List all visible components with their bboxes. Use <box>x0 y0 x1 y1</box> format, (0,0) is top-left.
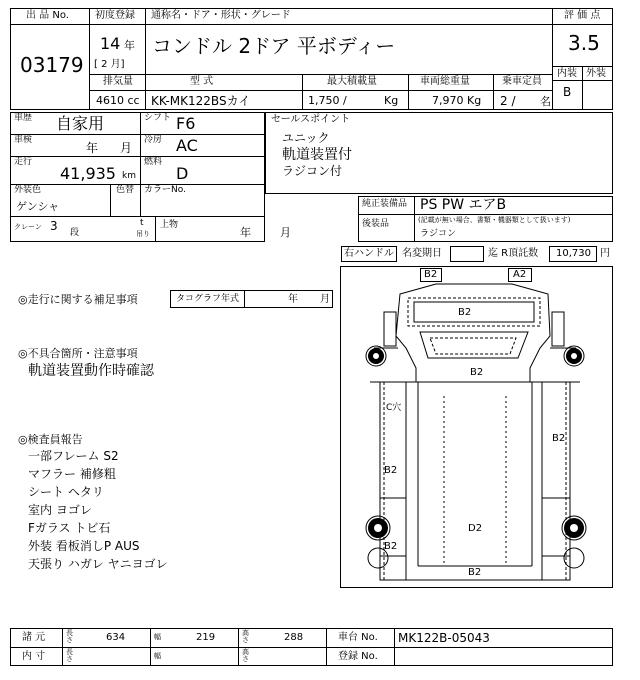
shift: F6 <box>176 114 196 133</box>
chassis-number: MK122B-05043 <box>398 631 490 645</box>
inspector-report-line: Fガラス トビ石 <box>28 521 111 535</box>
divider <box>145 74 146 110</box>
height: 288 <box>284 632 304 643</box>
first-registration-year: 14 <box>100 34 121 53</box>
model-code-label: 型 式 <box>190 76 214 87</box>
interior-grade: B <box>563 85 572 99</box>
crane-steps-unit: 段 <box>70 228 80 238</box>
mileage: 41,935 <box>60 164 116 183</box>
driving-supplement-label: ◎走行に関する補足事項 <box>18 293 138 306</box>
crane-label: クレーン <box>14 223 42 231</box>
mark-right-side: B2 <box>552 433 566 444</box>
divider <box>552 80 613 81</box>
ac-label: 冷房 <box>144 135 163 145</box>
capacity-label: 乗車定員 <box>502 76 542 87</box>
interior-length-label: 長さ <box>66 648 73 663</box>
interior-grade-label: 内装 <box>557 68 577 79</box>
divider <box>582 66 583 110</box>
fuel-label: 燃料 <box>144 157 163 167</box>
steering: 右ハンドル <box>344 248 394 259</box>
inspector-report-line: 室内 ヨゴレ <box>28 503 92 517</box>
divider <box>150 628 151 666</box>
max-load-unit: Kg <box>384 94 399 107</box>
history-label: 車歴 <box>14 113 33 123</box>
sales-points-label: セールスポイント <box>271 114 351 125</box>
lot-number: 03179 <box>20 53 84 77</box>
width: 219 <box>196 632 216 643</box>
registration-number-label: 登録 No. <box>338 651 378 662</box>
height-label: 高さ <box>242 629 249 644</box>
mark-front-right: A2 <box>513 269 527 280</box>
crane-ton-unit: t <box>140 218 144 228</box>
genuine-equipment-label: 純正装備品 <box>362 199 408 209</box>
divider <box>155 216 156 242</box>
exterior-grade-label: 外装 <box>586 68 606 79</box>
details-frame <box>10 112 265 242</box>
divider <box>10 184 265 185</box>
divider <box>238 628 239 666</box>
lot-number-label: 出 品 No. <box>26 10 69 21</box>
color-change-label: 色替 <box>116 185 135 195</box>
mileage-label: 走行 <box>14 157 33 167</box>
inspector-report-line: 外装 看板消しP AUS <box>28 539 140 553</box>
mark-cab: B2 <box>458 307 472 318</box>
inspector-report-line: 天張り ハガレ ヤニヨゴレ <box>28 557 168 571</box>
divider <box>408 74 409 110</box>
mark-left-side: B2 <box>384 465 398 476</box>
gross-weight-label: 車両総重量 <box>420 76 470 87</box>
divider <box>10 156 265 157</box>
aftermarket-items: ラジコン <box>420 229 457 239</box>
max-load: 1,750 / <box>308 94 347 107</box>
color-number-label: カラーNo. <box>144 185 186 195</box>
inspector-report-line: シート ヘタリ <box>28 485 104 499</box>
length-label: 長さ <box>66 629 73 644</box>
ac: AC <box>176 136 198 155</box>
capacity-unit: 名 <box>540 95 551 108</box>
divider <box>145 8 146 74</box>
length: 634 <box>106 632 126 643</box>
model-code: KK-MK122BSカイ <box>151 94 251 108</box>
divider <box>110 184 111 216</box>
max-load-label: 最大積載量 <box>327 76 377 87</box>
first-registration-label: 初度登録 <box>95 10 135 21</box>
divider <box>552 24 613 25</box>
divider <box>10 647 613 648</box>
mark-rear-left: B2 <box>384 541 398 552</box>
divider <box>326 628 327 666</box>
divider <box>10 216 265 217</box>
inspector-report-label: ◎検査員報告 <box>18 433 83 446</box>
divider <box>244 290 245 308</box>
crane-hang-unit: 吊り <box>136 230 150 238</box>
dimensions-label: 諸 元 <box>22 632 46 643</box>
sales-point: ユニック <box>282 131 330 145</box>
divider <box>493 74 494 110</box>
upper-month-unit: 月 <box>280 226 291 239</box>
displacement: 4610 cc <box>96 94 140 107</box>
exterior-color-label: 外装色 <box>14 185 42 195</box>
divider <box>414 196 415 242</box>
first-registration-month: [ 2 月] <box>94 59 125 70</box>
gross-weight: 7,970 Kg <box>432 94 482 107</box>
interior-dimensions-label: 内 寸 <box>22 651 46 662</box>
defect-item: 軌道装置動作時確認 <box>28 363 154 379</box>
inspection-month-unit: 月 <box>120 141 133 155</box>
upper-year-unit: 年 <box>240 226 251 239</box>
divider <box>10 24 89 25</box>
sales-point: 軌道装置付 <box>282 147 352 163</box>
mark-left-hole: C穴 <box>386 403 402 413</box>
shift-label: シフト <box>144 113 172 123</box>
inspection-year-unit: 年 <box>86 141 99 155</box>
divider <box>10 134 265 135</box>
chassis-number-label: 車台 No. <box>338 632 378 643</box>
genuine-equipment: PS PW エアB <box>420 197 507 213</box>
tachograph-label: タコグラフ年式 <box>176 294 240 304</box>
tachograph-month-unit: 月 <box>320 294 330 305</box>
mark-front-left: B2 <box>424 269 438 280</box>
name-change-label: 名変期日 <box>402 248 442 259</box>
odo-unit: 円 <box>600 248 610 259</box>
grade-score: 3.5 <box>568 31 600 55</box>
divider <box>394 628 395 666</box>
divider <box>358 214 613 215</box>
interior-width-label: 幅 <box>154 652 161 660</box>
divider <box>89 74 552 75</box>
displacement-label: 排気量 <box>103 76 133 87</box>
divider <box>140 184 141 216</box>
odo-label: 迄 R頂託数 <box>488 248 539 259</box>
aftermarket-label: 後装品 <box>362 219 390 229</box>
exterior-color: ゲンシャ <box>16 200 60 213</box>
crane-steps: 3 <box>50 219 58 233</box>
mileage-unit: km <box>122 171 136 181</box>
defects-label: ◎不具合箇所・注意事項 <box>18 347 138 360</box>
name-change-box <box>450 246 484 262</box>
model-description-label: 通称名・ドア・形状・グレード <box>151 10 291 21</box>
upper-body-label: 上物 <box>160 220 179 230</box>
aftermarket-note: (記載が無い場合、書類・機器類として扱います) <box>418 216 571 224</box>
mark-bed-rear: B2 <box>468 567 482 578</box>
inspector-report-line: マフラー 補修粗 <box>28 467 116 481</box>
sales-point: ラジコン付 <box>282 164 343 178</box>
divider <box>89 90 552 91</box>
width-label: 幅 <box>154 633 161 641</box>
divider <box>302 74 303 110</box>
model-description: コンドル 2ドア 平ボディー <box>152 34 396 58</box>
divider <box>140 112 141 184</box>
divider <box>89 24 552 25</box>
mark-hood: B2 <box>470 367 484 378</box>
tachograph-year-unit: 年 <box>288 294 298 305</box>
capacity: 2 / <box>500 94 516 108</box>
year-unit: 年 <box>124 39 135 52</box>
grade-label: 評 価 点 <box>564 10 601 21</box>
mark-bed-center: D2 <box>468 523 483 534</box>
odo-value: 10,730 <box>556 248 591 259</box>
history: 自家用 <box>56 114 105 133</box>
truck-top-view-diagram <box>340 266 613 588</box>
interior-height-label: 高さ <box>242 648 249 663</box>
fuel: D <box>176 164 189 183</box>
divider <box>62 628 63 666</box>
inspection-label: 車検 <box>14 135 33 145</box>
inspector-report-line: 一部フレーム S2 <box>28 449 119 463</box>
